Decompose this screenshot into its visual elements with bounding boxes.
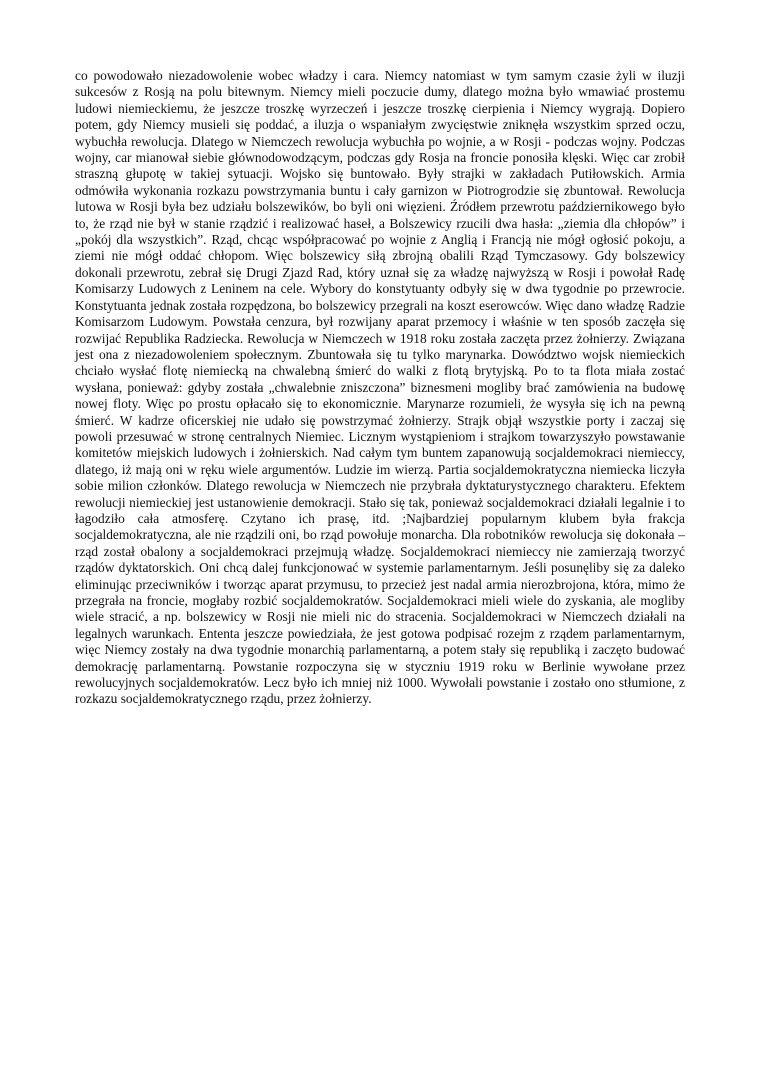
body-paragraph: co powodowało niezadowolenie wobec władzy i cara. Niemcy natomiast w tym samym czasie żyli w iluzji sukcesów z Rosją na polu bitewnym. Niemcy mieli poczucie dumy, dlatego można było wmawiać prostemu ludowi niemieckiemu, że jeszcze troszkę wyrzeczeń i jeszcze troszkę cierpienia i Niemcy wygrają. Dopiero potem, gdy Niemcy musieli się poddać, a iluzja o wspaniałym zwycięstwie zniknęła wszystkim sprzed oczu, wybuchła rewolucja. Dlatego w Niemczech rewolucja wybuchła po wojnie, a w Rosji - podczas wojny. Podczas wojny, car mianował siebie głównodowodzącym, podczas gdy Rosja na froncie ponosiła klęski. Więc car zrobił straszną głupotę w takiej sytuacji. Wojsko się buntowało. Były strajki w zakładach Putiłowskich. Armia odmówiła wykonania rozkazu powstrzymania buntu i cały garnizon w Piotrogrodzie się zbuntował. Rewolucja lutowa w Rosji była bez udziału bolszewików, bo byli oni więzieni. Źródłem przewrotu październikowego było to, że rząd nie był w stanie rządzić i realizować haseł, a Bolszewicy rzucili dwa hasła: „ziemia dla chłopów” i „pokój dla wszystkich”. Rząd, chcąc współpracować po wojnie z Anglią i Francją nie mógł ogłosić pokoju, a ziemi nie mógł oddać chłopom. Więc bolszewicy siłą zbrojną obalili Rząd Tymczasowy. Gdy bolszewicy dokonali przewrotu, zebrał się Drugi Zjazd Rad, który uznał się za władzę najwyższą w Rosji i powołał Radę Komisarzy Ludowych z Leninem na cele. Wybory do konstytuanty odbyły się w dwa tygodnie po przewrocie. Konstytuanta jednak została rozpędzona, bo bolszewicy przegrali na koszt eserowców. Więc dano władzę Radzie Komisarzom Ludowym. Powstała cenzura, był rozwijany aparat przemocy i właśnie w ten sposób zaczęła się rozwijać Republika Radziecka. Rewolucja w Niemczech w 1918 roku została zaczęta przez żołnierzy. Związana jest ona z niezadowoleniem społecznym. Zbuntowała się tu tylko marynarka. Dowództwo wojsk niemieckich chciało wysłać flotę niemiecką na chwalebną śmierć do walki z flotą brytyjską. Po to ta flota miała zostać wysłana, ponieważ: gdyby została „chwalebnie zniszczona” biznesmeni mogliby brać zamówienia na budowę nowej floty. Więc po prostu opłacało się to ekonomicznie. Marynarze rozumieli, że wysyła się ich na pewną śmierć. W kadrze oficerskiej nie udało się powstrzymać żołnierzy. Strajk objął wszystkie porty i zaczaj się powoli przesuwać w stronę centralnych Niemiec. Licznym wystąpieniom i strajkom towarzyszyło powstawanie komitetów miejskich ludowych i żołnierskich. Nad całym tym buntem zapanowują socjaldemokraci niemieccy, dlatego, iż mają oni w ręku wiele argumentów. Ludzie im wierzą. Partia socjaldemokratyczna niemiecka liczyła sobie milion członków. Dlatego rewolucja w Niemczech nie przybrała dyktaturystycznego charakteru. Efektem rewolucji niemieckiej jest ustanowienie demokracji. Stało się tak, ponieważ socjaldemokraci działali legalnie i to łagodziło cała atmosferę. Czytano ich prasę, itd. ;Najbardziej popularnym klubem była frakcja socjaldemokratyczna, ale nie rządzili oni, bo rząd powołuje monarcha. Dla robotników rewolucja się dokonała – rząd został obalony a socjaldemokraci przejmują władzę. Socjaldemokraci niemieccy nie zamierzają tworzyć rządów dyktatorskich. Oni chcą dalej funkcjonować w systemie parlamentarnym. Jeśli posunęliby się za daleko eliminując przeciwników i tworząc aparat przymusu, to przecież jest nadal armia nierozbrojona, która, mimo że przegrała na froncie, mogłaby rozbić socjaldemokratów. Socjaldemokraci mieli wiele do zyskania, ale mogliby wiele stracić, a np. bolszewicy w Rosji nie mieli nic do stracenia. Socjaldemokraci w Niemczech działali na legalnych warunkach. Ententa jeszcze powiedziała, że jest gotowa podpisać rozejm z rządem parlamentarnym, więc Niemcy zostały na dwa tygodnie monarchią parlamentarną, a potem stały się republiką i zaczęto budować demokrację parlamentarną. Powstanie rozpoczyna się w styczniu 1919 roku w Berlinie wywołane przez rewolucyjnych socjaldemokratów. Lecz było ich mniej niż 1000. Wywołali powstanie i zostało ono stłumione, z rozkazu socjaldemokratycznego rządu, przez żołnierzy.	[75, 68, 685, 707]
document-page	[75, 68, 685, 708]
